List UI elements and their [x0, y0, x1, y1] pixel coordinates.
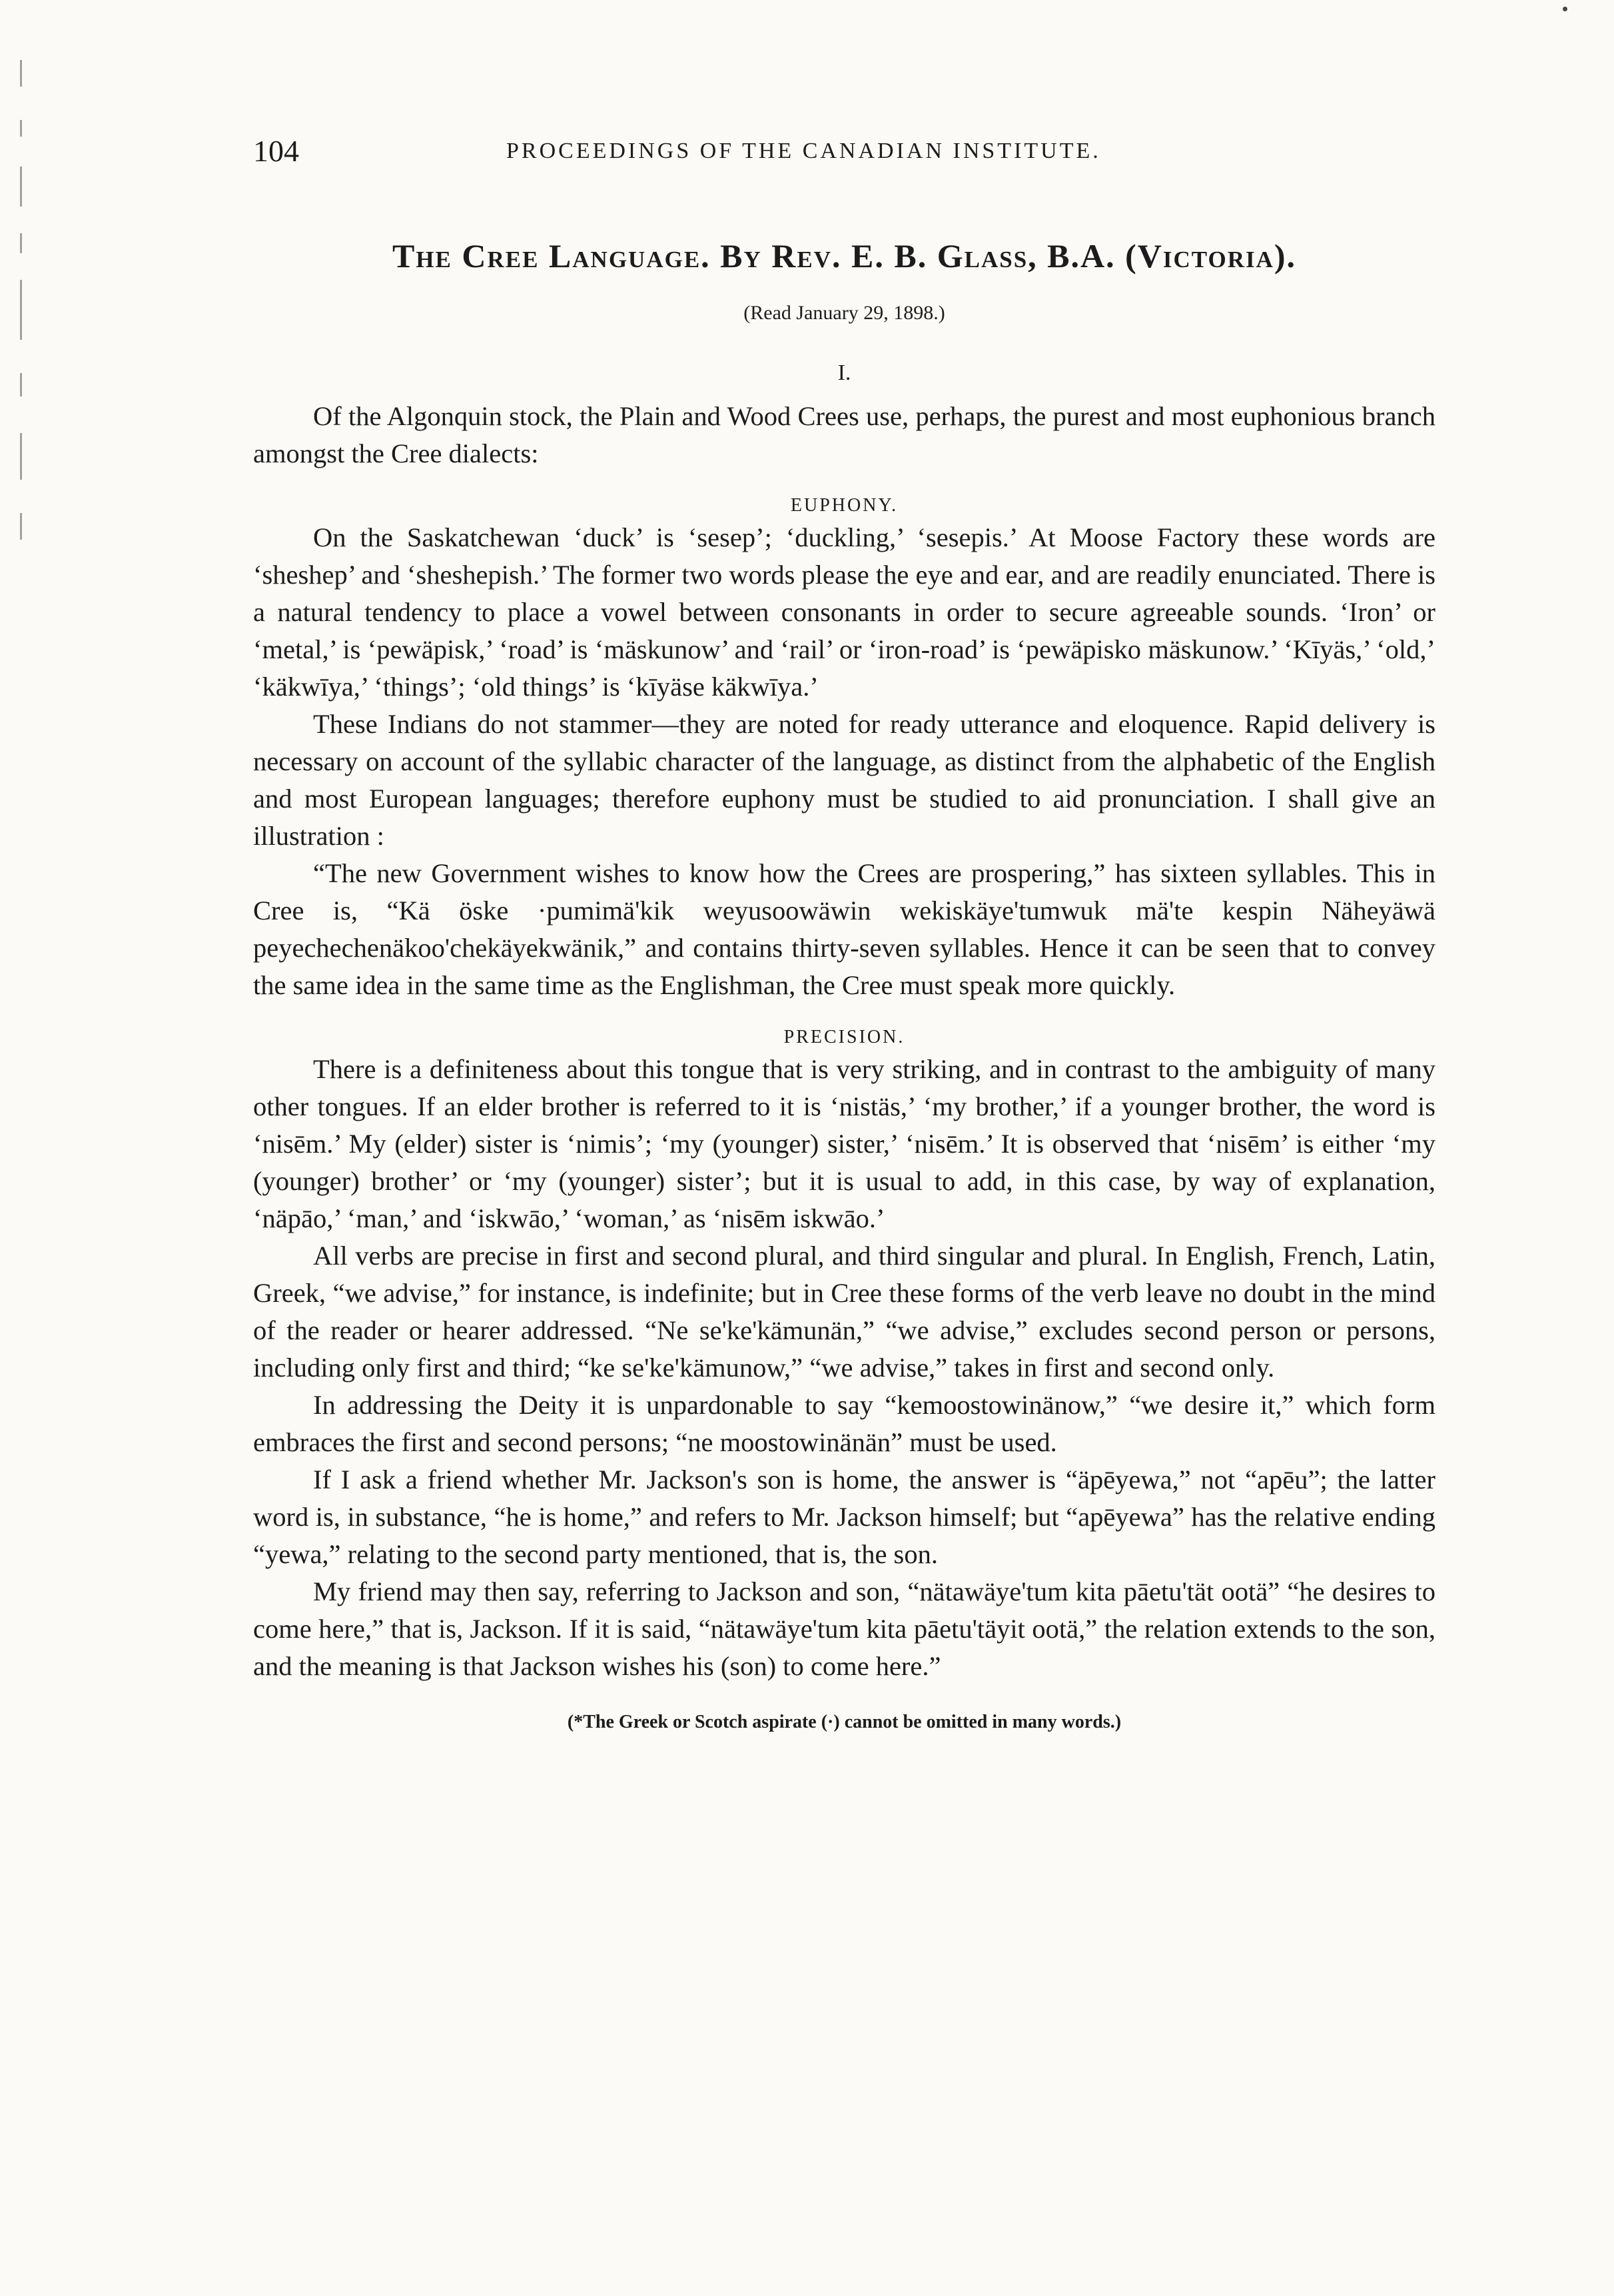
paragraph: There is a definiteness about this tongue that is very striking, and in contrast to the ambiguity of many other tongues. If an elder brother is referred to it is ‘nistäs,’ ‘my brother,’ if a younger brother, the word is ‘nisēm.’ My (elder) sister is ‘nimis’; ‘my (younger) sister,’ ‘nisēm.’ It is observed that ‘nisēm’ is either ‘my (younger) brother’ or ‘my (younger) sister’; but it is usual to add, in this case, by way of explanation, ‘näpāo,’ ‘man,’ and ‘iskwāo,’ ‘woman,’ as ‘nisēm iskwāo.’: [253, 1054, 1435, 1233]
page-number: 104: [253, 134, 299, 168]
footnote: (*The Greek or Scotch aspirate (·) cannot be omitted in many words.): [567, 1712, 1122, 1732]
section-heading-precision: PRECISION.: [783, 1027, 905, 1047]
running-head: [253, 133, 1512, 173]
intro-paragraph: Of the Algonquin stock, the Plain and Wood Crees use, perhaps, the purest and most euphonious branch amongst the Cree dialects:: [253, 401, 1435, 468]
paragraph: If I ask a friend whether Mr. Jackson's son is home, the answer is “äpēyewa,” not “apēu”; the latter word is, in substance, “he is home,” and refers to Mr. Jackson himself; but “apēyewa” has the relative ending “yewa,” relating to the second party mentioned, that is, the son.: [253, 1464, 1435, 1569]
paragraph: “The new Government wishes to know how the Crees are prospering,” has sixteen syllables. This in Cree is, “Kä öske ·pumimä'kik weyusoowäwin wekiskäye'tumwuk mä'te kespin Näheyäwä peyechechenäkoo'chekäyekwänik,” and contains thirty-seven syllables. Hence it can be seen that to convey the same idea in the same time as the Englishman, the Cree must speak more quickly.: [253, 858, 1435, 1000]
paragraph: All verbs are precise in first and second plural, and third singular and plural. In English, French, Latin, Greek, “we advise,” for instance, is indefinite; but in Cree these forms of the verb leave no doubt in the mind of the reader or hearer addressed. “Ne se'ke'kämunän,” “we advise,” excludes second person or persons, including only first and third; “ke se'ke'kämunow,” “we advise,” takes in first and second only.: [253, 1241, 1435, 1383]
section-number: I.: [837, 360, 851, 385]
article-title: The Cree Language. By Rev. E. B. Glass, B.A. (Victoria).: [392, 237, 1297, 275]
article-body: [253, 237, 1435, 1752]
paragraph: These Indians do not stammer—they are noted for ready utterance and eloquence. Rapid delivery is necessary on account of the syllabic character of the language, as distinct from the alphabetic of the English and most European languages; therefore euphony must be studied to aid pronunciation. I shall give an illustration :: [253, 709, 1435, 851]
section-heading-euphony: EUPHONY.: [790, 495, 899, 516]
read-date: (Read January 29, 1898.): [743, 302, 945, 324]
journal-title: PROCEEDINGS OF THE CANADIAN INSTITUTE.: [506, 139, 1101, 163]
paragraph: My friend may then say, referring to Jackson and son, “nätawäye'tum kita pāetu'tät ootä” “he desires to come here,” that is, Jackson. If it is said, “nätawäye'tum kita pāetu'täyit ootä,” the relation extends to the son, and the meaning is that Jackson wishes his (son) to come here.”: [253, 1576, 1435, 1681]
scan-edge-marks: [20, 60, 40, 566]
paragraph: In addressing the Deity it is unpardonable to say “kemoostowinänow,” “we desire it,” which form embraces the first and second persons; “ne moostowinänän” must be used.: [253, 1390, 1435, 1457]
scan-speck: [1563, 7, 1567, 11]
paragraph: On the Saskatchewan ‘duck’ is ‘sesep’; ‘duckling,’ ‘sesepis.’ At Moose Factory these words are ‘sheshep’ and ‘sheshepish.’ The former two words please the eye and ear, and are readily enunciated. There is a natural tendency to place a vowel between consonants in order to secure agreeable sounds. ‘Iron’ or ‘metal,’ is ‘pewäpisk,’ ‘road’ is ‘mäskunow’ and ‘rail’ or ‘iron-road’ is ‘pewäpisko mäskunow.’ ‘Kīyäs,’ ‘old,’ ‘käkwīya,’ ‘things’; ‘old things’ is ‘kīyäse käkwīya.’: [253, 522, 1435, 702]
